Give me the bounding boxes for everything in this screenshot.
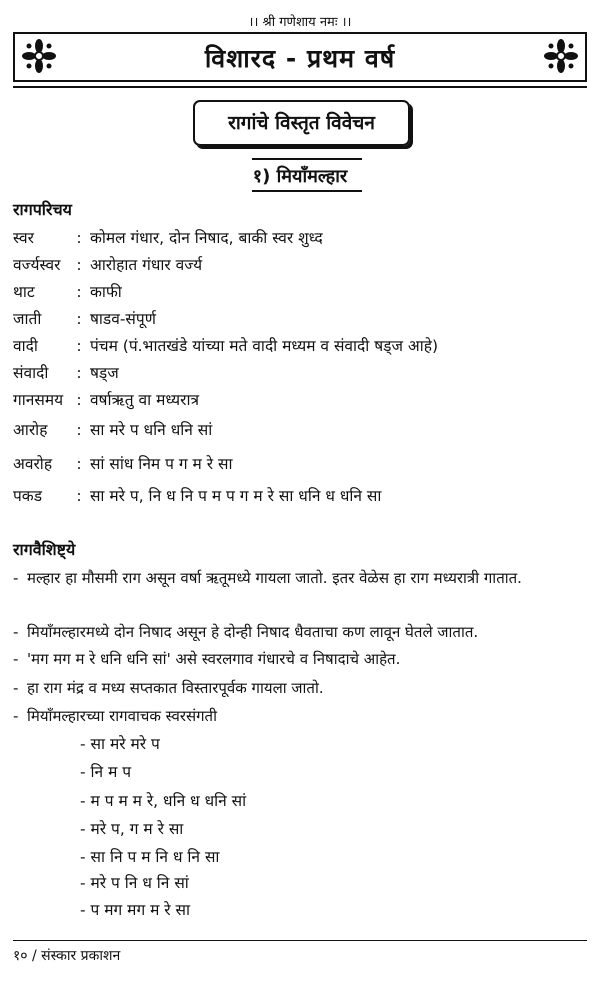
subtitle: रागांचे विस्तृत विवेचन xyxy=(228,112,375,134)
swar-sangati: - मरे प नि ध नि सां xyxy=(80,874,189,892)
info-row: पकड : सा मरे प, नि ध नि प म प ग म रे सा धनि ध धनि सा xyxy=(13,487,382,505)
info-row: अवरोह : सां सांध निम प ग म रे सा xyxy=(13,455,233,473)
footer-rule xyxy=(13,940,587,941)
list-item: - 'मग मग म रे धनि धनि सां' असे स्वरलगाव गंधारचे व निषादाचे आहेत. xyxy=(13,650,401,668)
swar-sangati: - मरे प, ग म रे सा xyxy=(80,820,184,838)
info-row: स्वर : कोमल गंधार, दोन निषाद, बाकी स्वर शुध्द xyxy=(13,229,323,247)
page-footer: १० / संस्कार प्रकाशन xyxy=(13,948,121,964)
divider xyxy=(252,190,362,192)
info-row: संवादी : षड्ज xyxy=(13,364,119,382)
swar-sangati: - सा मरे मरे प xyxy=(80,735,160,753)
divider xyxy=(13,86,587,88)
swar-sangati: - नि म प xyxy=(80,763,132,781)
raga-name: १) मियाँमल्हार xyxy=(252,166,348,187)
list-item: - मियाँमल्हारच्या रागवाचक स्वरसंगती xyxy=(13,707,217,725)
list-item: - मल्हार हा मौसमी राग असून वर्षा ऋतूमध्ये गायला जातो. इतर वेळेस हा राग मध्यरात्री गातात. xyxy=(13,569,522,587)
swar-sangati: - म प म म रे, धनि ध धनि सां xyxy=(80,792,247,810)
swar-sangati: - सा नि प म नि ध नि सा xyxy=(80,848,220,866)
floral-ornament-icon xyxy=(543,38,579,74)
info-row: वादी : पंचम (पं.भातखंडे यांच्या मते वादी मध्यम व संवादी षड्ज आहे) xyxy=(13,337,439,355)
divider xyxy=(252,158,362,160)
info-row: वर्ज्यस्वर : आरोहात गंधार वर्ज्य xyxy=(13,256,203,274)
info-row: आरोह : सा मरे प धनि धनि सां xyxy=(13,421,213,439)
info-row: जाती : षाडव-संपूर्ण xyxy=(13,310,156,328)
section-heading-features: रागवैशिष्ट्ये xyxy=(13,540,76,559)
page-title: विशारद - प्रथम वर्ष xyxy=(204,44,396,73)
subtitle-box xyxy=(193,100,410,146)
list-item: - मियाँमल्हारमध्ये दोन निषाद असून हे दोन्ही निषाद धैवताचा कण लावून घेतले जातात. xyxy=(13,623,479,641)
header-box xyxy=(13,32,587,82)
list-item: - हा राग मंद्र व मध्य सप्तकात विस्तारपूर्वक गायला जातो. xyxy=(13,679,324,697)
invocation: ।। श्री गणेशाय नमः ।। xyxy=(248,15,352,30)
swar-sangati: - प मग मग म रे सा xyxy=(80,901,191,919)
info-row: गानसमय : वर्षाऋतु वा मध्यरात्र xyxy=(13,391,200,409)
info-row: थाट : काफी xyxy=(13,283,122,301)
section-heading-intro: रागपरिचय xyxy=(13,200,72,219)
